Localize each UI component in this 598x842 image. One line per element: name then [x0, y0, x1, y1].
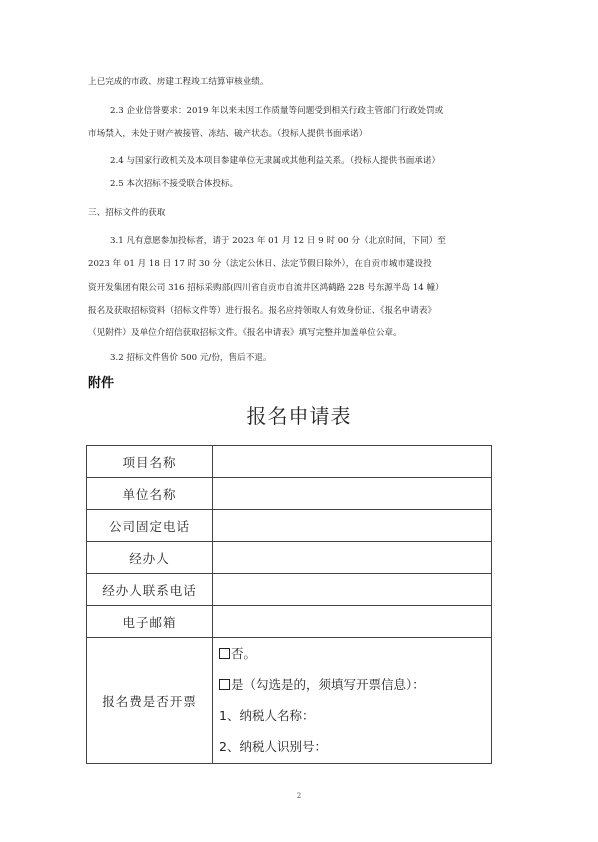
body-line: 市场禁入，未处于财产被接管、冻结、破产状态。（投标人提供书面承诺）	[88, 129, 368, 139]
option-yes	[219, 669, 491, 700]
section-heading: 三、招标文件的获取	[88, 208, 166, 218]
form-row-project-name	[87, 446, 492, 478]
invoice-options-cell	[213, 638, 492, 764]
form-row-handler-phone	[87, 574, 492, 606]
taxpayer-name-line[interactable]: 1、纳税人名称：	[219, 708, 315, 723]
form-label: 项目名称	[87, 446, 213, 478]
company-phone-field[interactable]	[213, 510, 492, 542]
attachment-label: 附件	[88, 376, 115, 391]
form-title: 报名申请表	[246, 404, 352, 428]
form-row-invoice	[87, 638, 492, 764]
body-line: 3.2 招标文件售价 500 元/份，售后不退。	[110, 353, 272, 363]
form-label: 经办人联系电话	[87, 574, 213, 606]
handler-field[interactable]	[213, 542, 492, 574]
page-number: 2	[296, 792, 302, 800]
option-no	[219, 638, 491, 669]
form-label: 电子邮箱	[87, 606, 213, 638]
form-row-company-name	[87, 478, 492, 510]
checkbox-no[interactable]	[219, 648, 230, 659]
body-line: 2.5 本次招标不接受联合体投标。	[110, 179, 239, 189]
checkbox-yes[interactable]	[219, 679, 230, 690]
invoice-question-label: 报名费是否开票	[87, 638, 213, 764]
body-line: 上已完成的市政、房建工程竣工结算审核业绩。	[88, 77, 269, 87]
body-line: 2.3 企业信誉要求：2019 年以来未因工作质量等问题受到相关行政主管部门行政处罚或	[110, 106, 444, 116]
body-line: 资开发集团有限公司 316 招标采购部(四川省自贡市自流井区鸿鹤路 228 号东源半岛 14 幢）	[88, 283, 444, 293]
form-row-company-phone	[87, 510, 492, 542]
form-row-email	[87, 606, 492, 638]
option-yes-label: 是（勾选是的，须填写开票信息）：	[231, 677, 425, 692]
project-name-field[interactable]	[213, 446, 492, 478]
body-line: 2023 年 01 月 18 日 17 时 30 分（法定公休日、法定节假日除外），在自贡市城市建设投	[88, 259, 432, 269]
body-line: （见附件）及单位介绍信获取招标文件。《报名申请表》填写完整并加盖单位公章。	[88, 328, 402, 338]
body-line: 2.4 与国家行政机关及本项目参建单位无隶属或其他利益关系。（投标人提供书面承诺）	[110, 156, 441, 166]
body-line: 报名及获取招标资料（招标文件等）进行报名。报名应持领取人有效身份证、《报名申请表》	[88, 306, 437, 316]
form-label: 公司固定电话	[87, 510, 213, 542]
form-label: 经办人	[87, 542, 213, 574]
handler-phone-field[interactable]	[213, 574, 492, 606]
company-name-field[interactable]	[213, 478, 492, 510]
registration-form-table	[86, 445, 492, 764]
body-line: 3.1 凡有意愿参加投标者，请于 2023 年 01 月 12 日 9 时 00 分（北京时间，下同）至	[110, 236, 446, 246]
option-no-label: 否。	[231, 646, 257, 661]
taxpayer-id-line[interactable]: 2、纳税人识别号：	[219, 739, 327, 754]
form-row-handler	[87, 542, 492, 574]
email-field[interactable]	[213, 606, 492, 638]
form-label: 单位名称	[87, 478, 213, 510]
